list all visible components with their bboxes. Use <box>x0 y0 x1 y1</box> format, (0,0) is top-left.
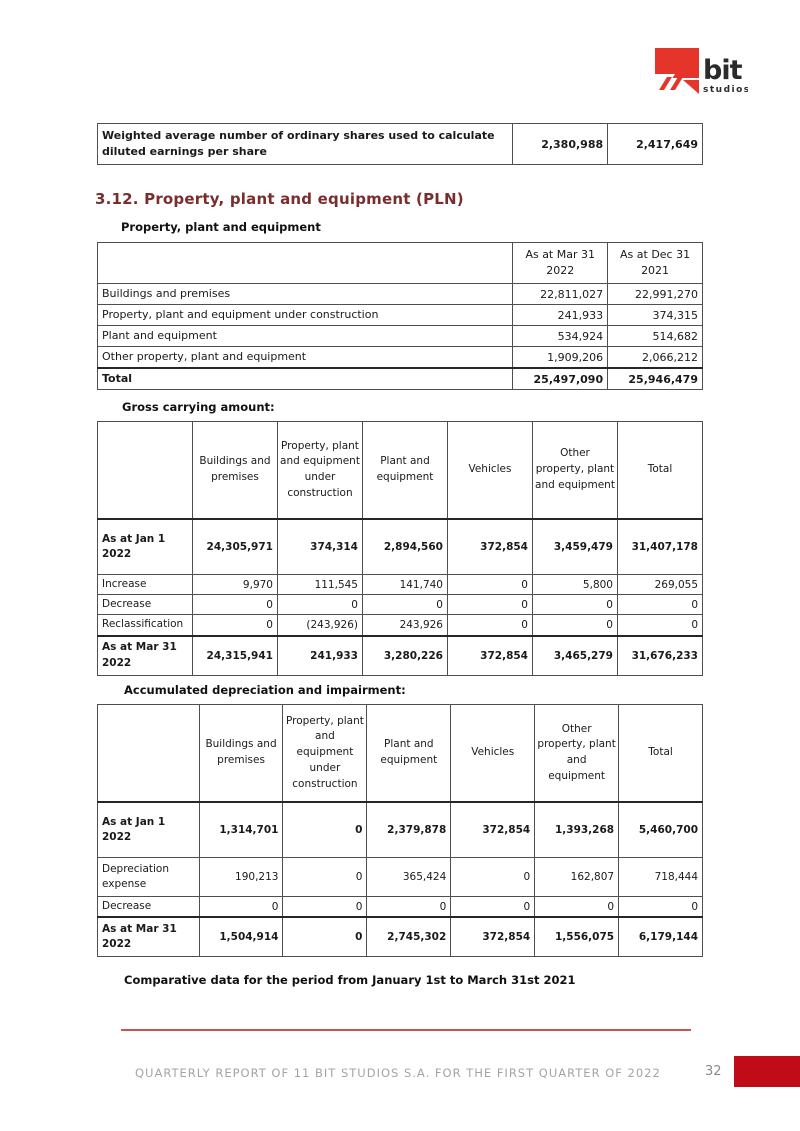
footer-divider <box>121 1029 691 1031</box>
cell-value: 534,924 <box>513 326 608 347</box>
column-header: Plant and equipment <box>362 422 447 520</box>
cell-value: 1,909,206 <box>513 347 608 369</box>
cell-value: 0 <box>283 802 367 858</box>
column-header: Buildings and premises <box>192 422 277 520</box>
cell-value: 241,933 <box>277 636 362 676</box>
cell-value: 0 <box>532 595 617 615</box>
cell-value: 5,460,700 <box>619 802 703 858</box>
table-corner-cell <box>98 705 200 803</box>
cell-value: 1,314,701 <box>199 802 283 858</box>
accumulated-depreciation-table <box>97 704 703 957</box>
cell-value: 5,800 <box>532 575 617 595</box>
cell-value: 0 <box>451 858 535 897</box>
footer-red-block <box>734 1056 800 1087</box>
11bit-logo-mark <box>653 46 748 106</box>
cell-value: 1,504,914 <box>199 917 283 957</box>
cell-value: 0 <box>283 897 367 918</box>
row-label: Plant and equipment <box>98 326 513 347</box>
cell-value: 365,424 <box>367 858 451 897</box>
table-row <box>98 368 703 390</box>
column-header: Other property, plant and equipment <box>535 705 619 803</box>
cell-value: 31,407,178 <box>617 519 702 575</box>
accumulated-depreciation-title: Accumulated depreciation and impairment: <box>124 683 406 697</box>
row-label: As at Mar 31 2022 <box>98 636 193 676</box>
cell-value: 0 <box>535 897 619 918</box>
row-label: Increase <box>98 575 193 595</box>
cell-value: 0 <box>362 595 447 615</box>
logo-brand-text: bit <box>703 55 742 86</box>
cell-value: 9,970 <box>192 575 277 595</box>
cell-value: 0 <box>617 595 702 615</box>
cell-value: 374,315 <box>608 305 703 326</box>
comparative-data-note: Comparative data for the period from January 1st to March 31st 2021 <box>124 973 576 987</box>
column-header: Total <box>617 422 702 520</box>
cell-value: 0 <box>192 615 277 636</box>
cell-value: 2,745,302 <box>367 917 451 957</box>
table-row <box>98 305 703 326</box>
table-row <box>98 347 703 369</box>
cell-value: 0 <box>617 615 702 636</box>
page-number: 32 <box>705 1064 722 1079</box>
table-row <box>98 124 703 165</box>
weighted-average-shares-table <box>97 123 703 165</box>
table-row <box>98 284 703 305</box>
cell-value: 3,459,479 <box>532 519 617 575</box>
cell-value: 514,682 <box>608 326 703 347</box>
table-corner-cell <box>98 243 513 284</box>
cell-value: 0 <box>277 595 362 615</box>
cell-value: 22,811,027 <box>513 284 608 305</box>
column-header: Property, plant and equipment under construction <box>283 705 367 803</box>
cell-value: 2,380,988 <box>513 124 608 165</box>
cell-value: 24,305,971 <box>192 519 277 575</box>
cell-value: 0 <box>192 595 277 615</box>
cell-value: 1,556,075 <box>535 917 619 957</box>
column-header: Property, plant and equipment under construction <box>277 422 362 520</box>
cell-value: 25,497,090 <box>513 368 608 390</box>
cell-value: 0 <box>447 595 532 615</box>
footer-report-title: QUARTERLY REPORT OF 11 BIT STUDIOS S.A. FOR THE FIRST QUARTER OF 2022 <box>135 1066 661 1080</box>
cell-value: 0 <box>532 615 617 636</box>
cell-value: 2,894,560 <box>362 519 447 575</box>
cell-value: 243,926 <box>362 615 447 636</box>
cell-value: 0 <box>451 897 535 918</box>
cell-value: 0 <box>447 575 532 595</box>
cell-value: 190,213 <box>199 858 283 897</box>
table-header-row <box>98 422 703 520</box>
row-label: Weighted average number of ordinary shares used to calculate diluted earnings per share <box>98 124 513 165</box>
gross-carrying-amount-title: Gross carrying amount: <box>122 400 275 414</box>
table-row <box>98 897 703 918</box>
cell-value: (243,926) <box>277 615 362 636</box>
cell-value: 372,854 <box>451 802 535 858</box>
cell-value: 0 <box>367 897 451 918</box>
table-row <box>98 802 703 858</box>
table-corner-cell <box>98 422 193 520</box>
cell-value: 718,444 <box>619 858 703 897</box>
table-header-row <box>98 705 703 803</box>
column-header: Plant and equipment <box>367 705 451 803</box>
table-row <box>98 575 703 595</box>
cell-value: 2,417,649 <box>608 124 703 165</box>
row-label: As at Jan 1 2022 <box>98 802 200 858</box>
column-header: Buildings and premises <box>199 705 283 803</box>
cell-value: 0 <box>283 858 367 897</box>
row-label: Total <box>98 368 513 390</box>
cell-value: 372,854 <box>447 636 532 676</box>
cell-value: 372,854 <box>451 917 535 957</box>
gross-carrying-amount-table <box>97 421 703 676</box>
cell-value: 31,676,233 <box>617 636 702 676</box>
row-label: Other property, plant and equipment <box>98 347 513 369</box>
cell-value: 269,055 <box>617 575 702 595</box>
cell-value: 141,740 <box>362 575 447 595</box>
cell-value: 6,179,144 <box>619 917 703 957</box>
table-header-row <box>98 243 703 284</box>
cell-value: 3,280,226 <box>362 636 447 676</box>
section-title: 3.12. Property, plant and equipment (PLN) <box>95 190 464 208</box>
cell-value: 22,991,270 <box>608 284 703 305</box>
column-header: Other property, plant and equipment <box>532 422 617 520</box>
table-row <box>98 519 703 575</box>
row-label: As at Mar 31 2022 <box>98 917 200 957</box>
table-row <box>98 636 703 676</box>
column-header: Total <box>619 705 703 803</box>
row-label: As at Jan 1 2022 <box>98 519 193 575</box>
row-label: Decrease <box>98 595 193 615</box>
cell-value: 374,314 <box>277 519 362 575</box>
cell-value: 0 <box>283 917 367 957</box>
table-row <box>98 595 703 615</box>
cell-value: 25,946,479 <box>608 368 703 390</box>
table-row <box>98 858 703 897</box>
cell-value: 2,379,878 <box>367 802 451 858</box>
row-label: Depreciation expense <box>98 858 200 897</box>
row-label: Property, plant and equipment under construction <box>98 305 513 326</box>
table-row <box>98 615 703 636</box>
table-row <box>98 326 703 347</box>
cell-value: 3,465,279 <box>532 636 617 676</box>
cell-value: 24,315,941 <box>192 636 277 676</box>
cell-value: 372,854 <box>447 519 532 575</box>
cell-value: 111,545 <box>277 575 362 595</box>
row-label: Buildings and premises <box>98 284 513 305</box>
cell-value: 1,393,268 <box>535 802 619 858</box>
cell-value: 241,933 <box>513 305 608 326</box>
cell-value: 2,066,212 <box>608 347 703 369</box>
table-row <box>98 917 703 957</box>
ppe-summary-title: Property, plant and equipment <box>121 220 321 234</box>
column-header: Vehicles <box>451 705 535 803</box>
cell-value: 0 <box>447 615 532 636</box>
column-header: As at Dec 31 2021 <box>608 243 703 284</box>
11bit-studios-logo <box>653 46 748 106</box>
column-header: Vehicles <box>447 422 532 520</box>
ppe-summary-table <box>97 242 703 390</box>
logo-sub-brand-text: studios <box>703 85 748 95</box>
cell-value: 162,807 <box>535 858 619 897</box>
column-header: As at Mar 31 2022 <box>513 243 608 284</box>
cell-value: 0 <box>619 897 703 918</box>
cell-value: 0 <box>199 897 283 918</box>
row-label: Decrease <box>98 897 200 918</box>
row-label: Reclassification <box>98 615 193 636</box>
